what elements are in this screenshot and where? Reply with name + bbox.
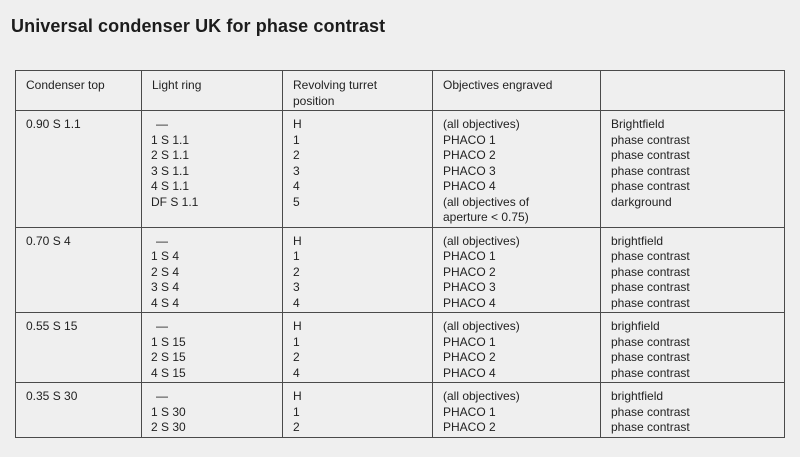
method-cell bbox=[601, 313, 785, 383]
position-value: 3 bbox=[293, 163, 300, 178]
method-value: phase contrast bbox=[611, 365, 690, 380]
table-row bbox=[16, 111, 785, 228]
objective-value: PHACO 1 bbox=[443, 249, 496, 263]
position-value: H bbox=[293, 117, 302, 131]
objective-value: PHACO 3 bbox=[443, 280, 496, 294]
table-row bbox=[16, 383, 785, 438]
method-value: phase contrast bbox=[611, 350, 690, 364]
page-title: Universal condenser UK for phase contrast bbox=[11, 16, 386, 36]
method-value: phase contrast bbox=[611, 132, 690, 147]
objectives-cell bbox=[433, 313, 601, 383]
turret-position-cell bbox=[283, 227, 433, 313]
position-value: 4 bbox=[293, 365, 300, 380]
position-value: 4 bbox=[293, 295, 300, 310]
position-value: 2 bbox=[293, 350, 300, 364]
header-turret-position bbox=[283, 71, 433, 111]
method-value: brightfield bbox=[611, 389, 664, 403]
turret-position-cell bbox=[283, 383, 433, 438]
ring-value: — bbox=[156, 233, 168, 248]
ring-value: 3 S 1.1 bbox=[151, 163, 190, 178]
turret-position-cell bbox=[283, 111, 433, 228]
method-cell bbox=[601, 227, 785, 313]
method-value: Brightfield bbox=[611, 117, 665, 131]
objective-value: PHACO 4 bbox=[443, 179, 496, 193]
objective-value: (all objectives) bbox=[443, 319, 520, 333]
objective-value: (all objectives) bbox=[443, 117, 520, 131]
objectives-cell bbox=[433, 383, 601, 438]
objectives-cell bbox=[433, 227, 601, 313]
light-ring-cell bbox=[142, 227, 283, 313]
position-value: H bbox=[293, 233, 302, 248]
ring-value: 4 S 1.1 bbox=[151, 179, 190, 193]
method-value: phase contrast bbox=[611, 264, 690, 279]
objectives-cell bbox=[433, 111, 601, 228]
objective-value: PHACO 2 bbox=[443, 350, 496, 364]
header-light-ring: Light ring bbox=[142, 71, 283, 111]
table-row bbox=[16, 313, 785, 383]
position-value: H bbox=[293, 319, 302, 333]
header-condenser-top: Condenser top bbox=[16, 71, 142, 111]
position-value: 1 bbox=[293, 132, 300, 147]
objective-value: aperture < 0.75) bbox=[443, 210, 529, 224]
objective-value: (all objectives) bbox=[443, 233, 520, 248]
method-value: phase contrast bbox=[611, 148, 690, 162]
method-value: phase contrast bbox=[611, 179, 690, 193]
ring-value: 1 S 4 bbox=[151, 249, 180, 263]
method-value: phase contrast bbox=[611, 420, 690, 434]
method-value: phase contrast bbox=[611, 334, 690, 349]
condenser-top-cell: 0.55 S 15 bbox=[16, 313, 142, 383]
method-value: phase contrast bbox=[611, 280, 690, 294]
ring-value: 2 S 1.1 bbox=[151, 148, 190, 162]
light-ring-cell bbox=[142, 313, 283, 383]
objective-value: PHACO 2 bbox=[443, 420, 496, 434]
objective-value: (all objectives) bbox=[443, 389, 520, 403]
ring-value: 2 S 4 bbox=[151, 264, 180, 279]
method-value: phase contrast bbox=[611, 249, 690, 263]
position-value: 3 bbox=[293, 280, 300, 294]
method-value: brighfield bbox=[611, 319, 660, 333]
objective-value: PHACO 2 bbox=[443, 148, 496, 162]
ring-value: — bbox=[156, 319, 168, 333]
position-value: 2 bbox=[293, 148, 300, 162]
method-value: phase contrast bbox=[611, 163, 690, 178]
position-value: H bbox=[293, 389, 302, 403]
light-ring-cell bbox=[142, 111, 283, 228]
objective-value: PHACO 4 bbox=[443, 295, 496, 310]
method-value: darkground bbox=[611, 194, 672, 209]
ring-value: 1 S 1.1 bbox=[151, 132, 190, 147]
condenser-top-cell: 0.70 S 4 bbox=[16, 227, 142, 313]
ring-value: 1 S 15 bbox=[151, 334, 186, 349]
ring-value: 2 S 30 bbox=[151, 420, 186, 434]
condenser-table bbox=[15, 70, 785, 438]
ring-value: 2 S 15 bbox=[151, 350, 186, 364]
ring-value: — bbox=[156, 389, 168, 403]
ring-value: DF S 1.1 bbox=[151, 194, 199, 209]
objective-value: PHACO 1 bbox=[443, 334, 496, 349]
table-row bbox=[16, 227, 785, 313]
objective-value: PHACO 3 bbox=[443, 163, 496, 178]
header-turret-line1: Revolving turret bbox=[293, 78, 378, 92]
header-method bbox=[601, 71, 785, 111]
method-cell bbox=[601, 383, 785, 438]
position-value: 1 bbox=[293, 334, 300, 349]
ring-value: 1 S 30 bbox=[151, 404, 186, 419]
method-value: phase contrast bbox=[611, 404, 690, 419]
objective-value: (all objectives of bbox=[443, 194, 530, 209]
position-value: 1 bbox=[293, 404, 300, 419]
ring-value: — bbox=[156, 117, 168, 131]
condenser-top-cell: 0.90 S 1.1 bbox=[16, 111, 142, 228]
ring-value: 3 S 4 bbox=[151, 280, 180, 294]
method-value: phase contrast bbox=[611, 295, 690, 310]
objective-value: PHACO 4 bbox=[443, 365, 496, 380]
position-value: 5 bbox=[293, 194, 300, 209]
position-value: 2 bbox=[293, 420, 300, 434]
objective-value: PHACO 1 bbox=[443, 132, 496, 147]
turret-position-cell bbox=[283, 313, 433, 383]
method-cell bbox=[601, 111, 785, 228]
table-header-row bbox=[16, 71, 785, 111]
position-value: 1 bbox=[293, 249, 300, 263]
header-turret-line2: position bbox=[293, 93, 335, 108]
ring-value: 4 S 15 bbox=[151, 365, 186, 380]
light-ring-cell bbox=[142, 383, 283, 438]
condenser-top-cell: 0.35 S 30 bbox=[16, 383, 142, 438]
position-value: 2 bbox=[293, 264, 300, 279]
ring-value: 4 S 4 bbox=[151, 295, 180, 310]
method-value: brightfield bbox=[611, 233, 664, 248]
position-value: 4 bbox=[293, 179, 300, 193]
header-objectives: Objectives engraved bbox=[433, 71, 601, 111]
objective-value: PHACO 2 bbox=[443, 264, 496, 279]
objective-value: PHACO 1 bbox=[443, 404, 496, 419]
